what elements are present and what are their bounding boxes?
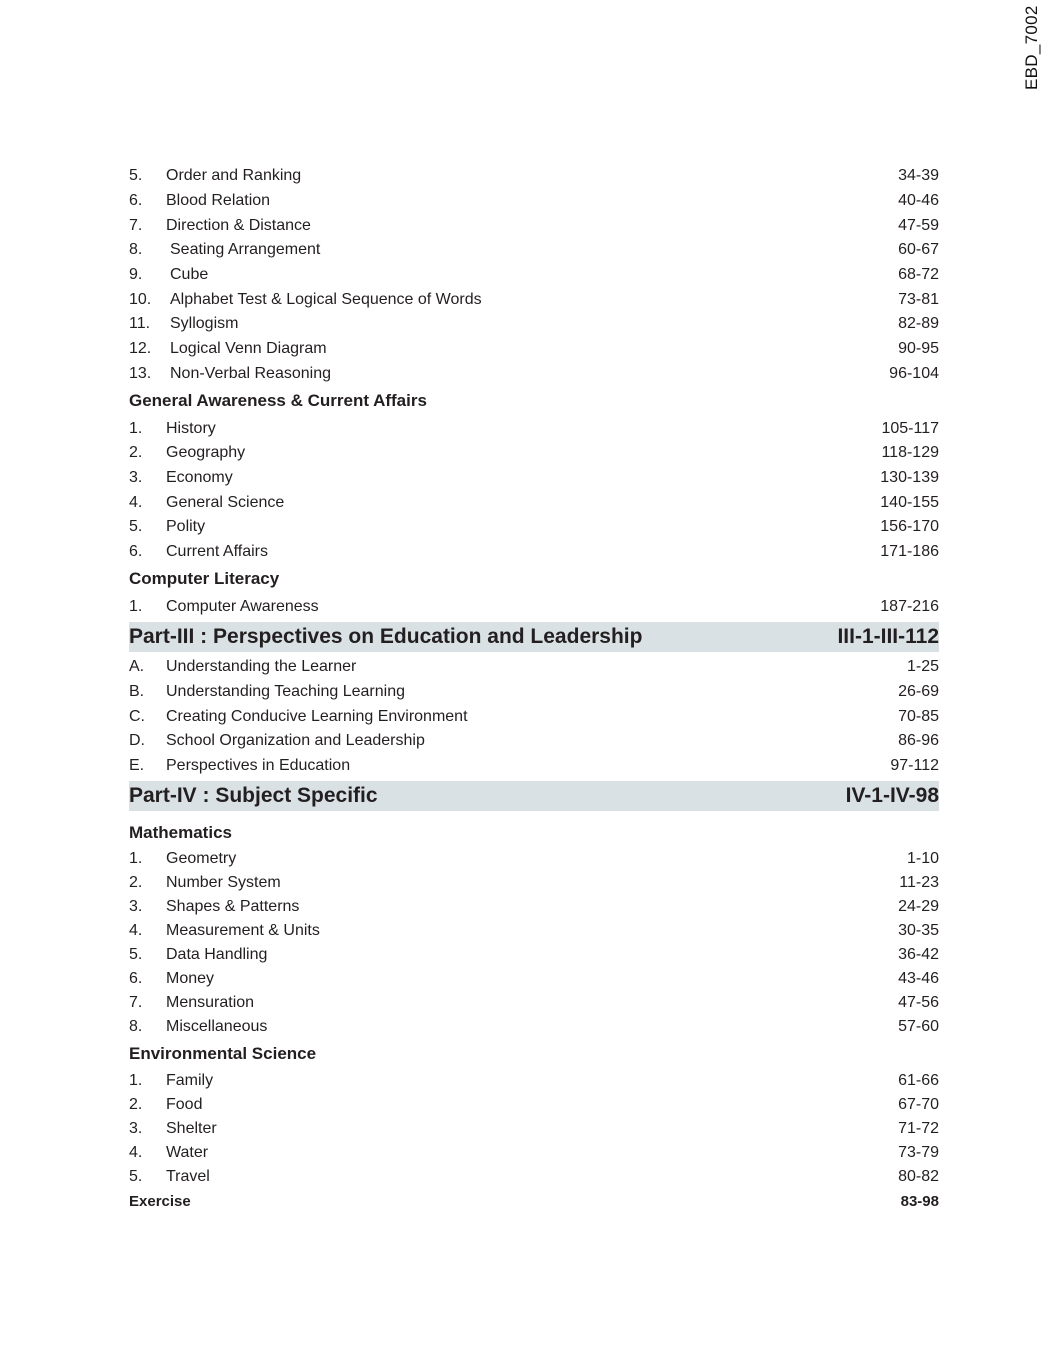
- entry-pages: 97-112: [890, 757, 939, 775]
- entry-pages: 73-81: [898, 290, 939, 308]
- toc-entry[interactable]: [129, 540, 939, 565]
- toc-entry[interactable]: [129, 189, 939, 214]
- entry-title: Number System: [166, 874, 281, 892]
- entry-pages: 140-155: [880, 493, 939, 511]
- environmental-science-list: [129, 1069, 939, 1213]
- entry-pages: 80-82: [898, 1168, 939, 1186]
- toc-entry[interactable]: [129, 594, 939, 619]
- entry-title: Seating Arrangement: [170, 241, 321, 259]
- entry-pages: 73-79: [898, 1144, 939, 1162]
- entry-pages: 11-23: [899, 874, 939, 892]
- entry-number: 4.: [129, 922, 143, 940]
- entry-title: Money: [166, 970, 215, 988]
- entry-pages: 26-69: [898, 683, 939, 701]
- entry-title: General Science: [166, 493, 285, 511]
- entry-title: Geography: [166, 444, 246, 462]
- toc-entry[interactable]: [129, 263, 939, 288]
- entry-title: Mensuration: [166, 994, 255, 1012]
- part-title: Part-III : Perspectives on Education and Leadership: [129, 625, 643, 648]
- entry-number: 5.: [129, 518, 143, 536]
- table-of-contents: [129, 164, 939, 1213]
- entry-title: Perspectives in Education: [166, 757, 351, 775]
- entry-pages: 70-85: [898, 707, 939, 725]
- entry-number: 1.: [129, 1072, 143, 1090]
- entry-number: 1.: [129, 850, 143, 868]
- entry-pages: 156-170: [880, 518, 939, 536]
- toc-entry[interactable]: [129, 416, 939, 441]
- entry-pages: 34-39: [898, 167, 939, 185]
- entry-pages: 57-60: [898, 1018, 939, 1036]
- entry-title: Shelter: [166, 1120, 217, 1138]
- toc-entry[interactable]: [129, 337, 939, 362]
- toc-entry[interactable]: [129, 238, 939, 263]
- entry-pages: 1-10: [906, 850, 939, 868]
- section-heading-mathematics: Mathematics: [129, 823, 232, 843]
- entry-pages: 67-70: [898, 1096, 939, 1114]
- toc-entry[interactable]: [129, 754, 939, 779]
- entry-title: Data Handling: [166, 946, 268, 964]
- entry-title: Order and Ranking: [166, 167, 302, 185]
- entry-number: 4.: [129, 493, 143, 511]
- entry-pages: 171-186: [880, 542, 939, 560]
- entry-number: D.: [129, 732, 145, 750]
- entry-number: 6.: [129, 192, 143, 210]
- entry-title: Logical Venn Diagram: [170, 340, 327, 358]
- toc-entry[interactable]: [129, 919, 939, 943]
- toc-entry[interactable]: [129, 655, 939, 680]
- entry-pages: 90-95: [898, 340, 939, 358]
- entry-number: 10.: [129, 290, 152, 308]
- entry-number: 4.: [129, 1144, 143, 1162]
- entry-pages: 130-139: [880, 468, 939, 486]
- entry-title: Understanding the Learner: [166, 658, 357, 676]
- reasoning-list: [129, 164, 939, 386]
- entry-pages: 1-25: [906, 658, 939, 676]
- entry-pages: 96-104: [889, 364, 939, 382]
- toc-entry-exercise[interactable]: [129, 1189, 939, 1213]
- entry-pages: 40-46: [898, 192, 939, 210]
- part-4-header[interactable]: [129, 781, 939, 811]
- entry-number: 7.: [129, 994, 143, 1012]
- entry-title: Non-Verbal Reasoning: [170, 364, 331, 382]
- toc-entry[interactable]: [129, 895, 939, 919]
- toc-entry[interactable]: [129, 967, 939, 991]
- toc-entry[interactable]: [129, 213, 939, 238]
- general-awareness-list: [129, 416, 939, 564]
- entry-title: School Organization and Leadership: [166, 732, 425, 750]
- entry-pages: 105-117: [881, 419, 939, 437]
- entry-pages: 86-96: [898, 732, 939, 750]
- toc-entry[interactable]: [129, 1015, 939, 1039]
- section-heading-environmental-science: Environmental Science: [129, 1044, 317, 1064]
- toc-entry[interactable]: [129, 1141, 939, 1165]
- entry-number: 2.: [129, 1096, 143, 1114]
- entry-number: A.: [129, 658, 145, 676]
- entry-number: 5.: [129, 1168, 143, 1186]
- entry-pages: 47-59: [898, 216, 939, 234]
- entry-title: Water: [166, 1144, 209, 1162]
- entry-number: 1.: [129, 419, 143, 437]
- entry-number: 2.: [129, 444, 143, 462]
- toc-entry[interactable]: [129, 515, 939, 540]
- entry-title: Current Affairs: [166, 542, 268, 560]
- entry-pages: 118-129: [881, 444, 939, 462]
- toc-entry[interactable]: [129, 1165, 939, 1189]
- entry-number: 9.: [129, 266, 143, 284]
- document-code: EBD_7002: [1022, 5, 1041, 90]
- entry-title: Polity: [166, 518, 206, 536]
- entry-title: Geometry: [166, 850, 237, 868]
- entry-number: E.: [129, 757, 145, 775]
- entry-number: 5.: [129, 167, 143, 185]
- part-3-header[interactable]: [129, 622, 939, 652]
- entry-title: Alphabet Test & Logical Sequence of Words: [170, 290, 482, 308]
- toc-entry[interactable]: [129, 943, 939, 967]
- entry-number: 13.: [129, 364, 152, 382]
- entry-number: 7.: [129, 216, 143, 234]
- toc-entry[interactable]: [129, 362, 939, 387]
- entry-pages: 71-72: [898, 1120, 939, 1138]
- entry-pages: 30-35: [898, 922, 939, 940]
- entry-title: History: [166, 419, 216, 437]
- toc-entry[interactable]: [129, 847, 939, 871]
- entry-pages: 47-56: [898, 994, 939, 1012]
- entry-number: C.: [129, 707, 145, 725]
- part-3-list: [129, 655, 939, 778]
- entry-title: Economy: [166, 468, 233, 486]
- toc-entry[interactable]: [129, 164, 939, 189]
- toc-entry[interactable]: [129, 441, 939, 466]
- entry-number: 1.: [129, 597, 143, 615]
- toc-entry[interactable]: [129, 466, 939, 491]
- entry-title: Creating Conducive Learning Environment: [166, 707, 468, 725]
- entry-pages: 36-42: [898, 946, 939, 964]
- entry-title: Miscellaneous: [166, 1018, 268, 1036]
- entry-pages: 187-216: [880, 597, 939, 615]
- entry-number: B.: [129, 683, 145, 701]
- entry-pages: 43-46: [898, 970, 939, 988]
- toc-entry[interactable]: [129, 1117, 939, 1141]
- entry-title: Computer Awareness: [166, 597, 319, 615]
- entry-pages: 24-29: [898, 898, 939, 916]
- entry-number: 11.: [129, 315, 151, 333]
- entry-title: Cube: [170, 266, 209, 284]
- entry-title: Direction & Distance: [166, 216, 311, 234]
- entry-title: Travel: [166, 1168, 210, 1186]
- toc-entry[interactable]: [129, 991, 939, 1015]
- entry-title: Blood Relation: [166, 192, 271, 210]
- entry-title: Shapes & Patterns: [166, 898, 300, 916]
- computer-literacy-list: [129, 594, 939, 619]
- entry-pages: 83-98: [900, 1192, 939, 1210]
- entry-pages: 61-66: [898, 1072, 939, 1090]
- mathematics-list: [129, 847, 939, 1039]
- toc-entry[interactable]: [129, 704, 939, 729]
- toc-entry[interactable]: [129, 680, 939, 705]
- part-pages: IV-1-IV-98: [845, 784, 939, 808]
- entry-title: Understanding Teaching Learning: [166, 683, 405, 701]
- entry-number: 8.: [129, 1018, 143, 1036]
- toc-entry[interactable]: [129, 287, 939, 312]
- section-heading-computer-literacy: Computer Literacy: [129, 569, 280, 589]
- part-pages: III-1-III-112: [837, 625, 939, 648]
- section-heading-general-awareness: General Awareness & Current Affairs: [129, 391, 427, 411]
- entry-pages: 60-67: [898, 241, 939, 259]
- toc-entry[interactable]: [129, 1069, 939, 1093]
- entry-number: 3.: [129, 468, 143, 486]
- entry-number: 3.: [129, 1120, 143, 1138]
- entry-number: 12.: [129, 340, 152, 358]
- entry-number: 6.: [129, 970, 143, 988]
- entry-number: 5.: [129, 946, 143, 964]
- entry-title: Food: [166, 1096, 203, 1114]
- toc-entry[interactable]: [129, 490, 939, 515]
- toc-entry[interactable]: [129, 312, 939, 337]
- entry-title: Measurement & Units: [166, 922, 320, 940]
- toc-entry[interactable]: [129, 729, 939, 754]
- toc-entry[interactable]: [129, 871, 939, 895]
- entry-title: Family: [166, 1072, 214, 1090]
- entry-pages: 82-89: [898, 315, 939, 333]
- entry-title: Syllogism: [170, 315, 239, 333]
- toc-entry[interactable]: [129, 1093, 939, 1117]
- entry-number: 8.: [129, 241, 143, 259]
- entry-number: 3.: [129, 898, 143, 916]
- entry-number: 2.: [129, 874, 143, 892]
- entry-pages: 68-72: [898, 266, 939, 284]
- entry-number: 6.: [129, 542, 143, 560]
- entry-title: Exercise: [129, 1192, 191, 1210]
- part-title: Part-IV : Subject Specific: [129, 784, 378, 808]
